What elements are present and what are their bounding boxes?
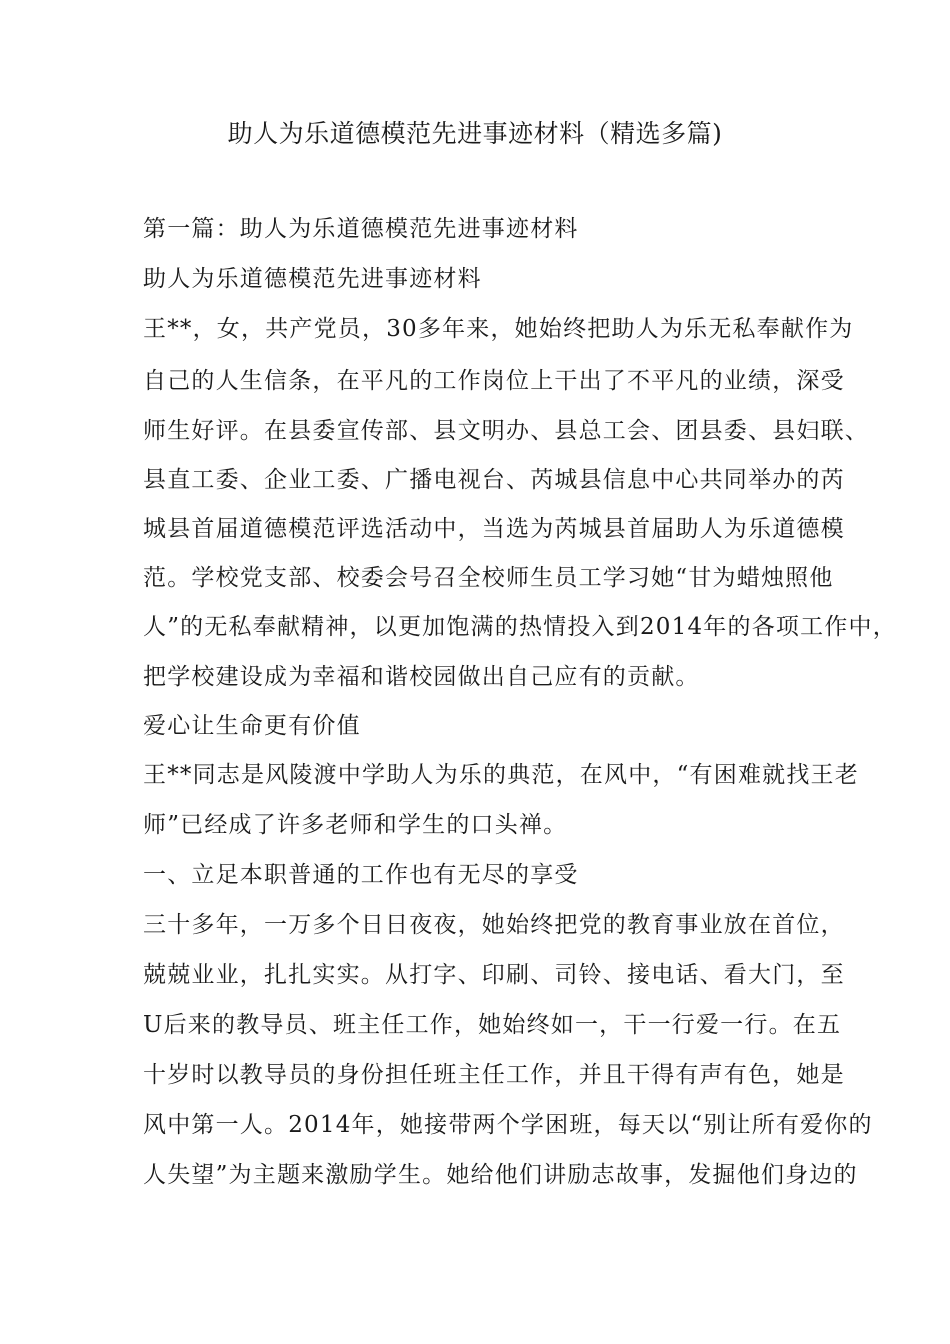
- paragraph-line-11: 爱心让生命更有价值: [143, 713, 361, 739]
- paragraph-line-17: U后来的教导员、班主任工作，她始终如一，干一行爱一行。在五: [143, 1012, 842, 1038]
- paragraph-line-5: 师生好评。在县委宣传部、县文明办、县总工会、团县委、县妇联、: [143, 418, 869, 444]
- paragraph-line-13: 师”已经成了许多老师和学生的口头禅。: [143, 812, 568, 838]
- paragraph-line-4: 自己的人生信条，在平凡的工作岗位上干出了不平凡的业绩，深受: [143, 368, 845, 394]
- paragraph-line-2: 助人为乐道德模范先进事迹材料: [143, 266, 482, 292]
- paragraph-line-9: 人”的无私奉献精神，以更加饱满的热情投入到2014年的各项工作中，: [143, 614, 897, 640]
- paragraph-line-6: 县直工委、企业工委、广播电视台、芮城县信息中心共同举办的芮: [143, 467, 845, 493]
- document-title: 助人为乐道德模范先进事迹材料（精选多篇): [227, 119, 723, 148]
- paragraph-line-20: 人失望”为主题来激励学生。她给他们讲励志故事，发掘他们身边的: [143, 1162, 858, 1188]
- paragraph-line-12: 王**同志是风陵渡中学助人为乐的典范，在风中，“有困难就找王老: [143, 762, 859, 788]
- paragraph-line-8: 范。学校党支部、校委会号召全校师生员工学习她“甘为蜡烛照他: [143, 565, 834, 591]
- paragraph-line-1: 第一篇：助人为乐道德模范先进事迹材料: [143, 216, 579, 242]
- paragraph-line-16: 兢兢业业，扎扎实实。从打字、印刷、司铃、接电话、看大门，至: [143, 962, 845, 988]
- paragraph-line-15: 三十多年，一万多个日日夜夜，她始终把党的教育事业放在首位，: [143, 912, 845, 938]
- paragraph-line-14: 一、立足本职普通的工作也有无尽的享受: [143, 862, 579, 888]
- paragraph-line-3: 王**，女，共产党员，30多年来，她始终把助人为乐无私奉献作为: [143, 316, 854, 342]
- paragraph-line-7: 城县首届道德模范评选活动中，当选为芮城县首届助人为乐道德模: [143, 516, 845, 542]
- paragraph-line-18: 十岁时以教导员的身份担任班主任工作，并且干得有声有色，她是: [143, 1062, 845, 1088]
- paragraph-line-19: 风中第一人。2014年，她接带两个学困班，每天以“别让所有爱你的: [143, 1112, 873, 1138]
- paragraph-line-10: 把学校建设成为幸福和谐校园做出自己应有的贡献。: [143, 664, 700, 690]
